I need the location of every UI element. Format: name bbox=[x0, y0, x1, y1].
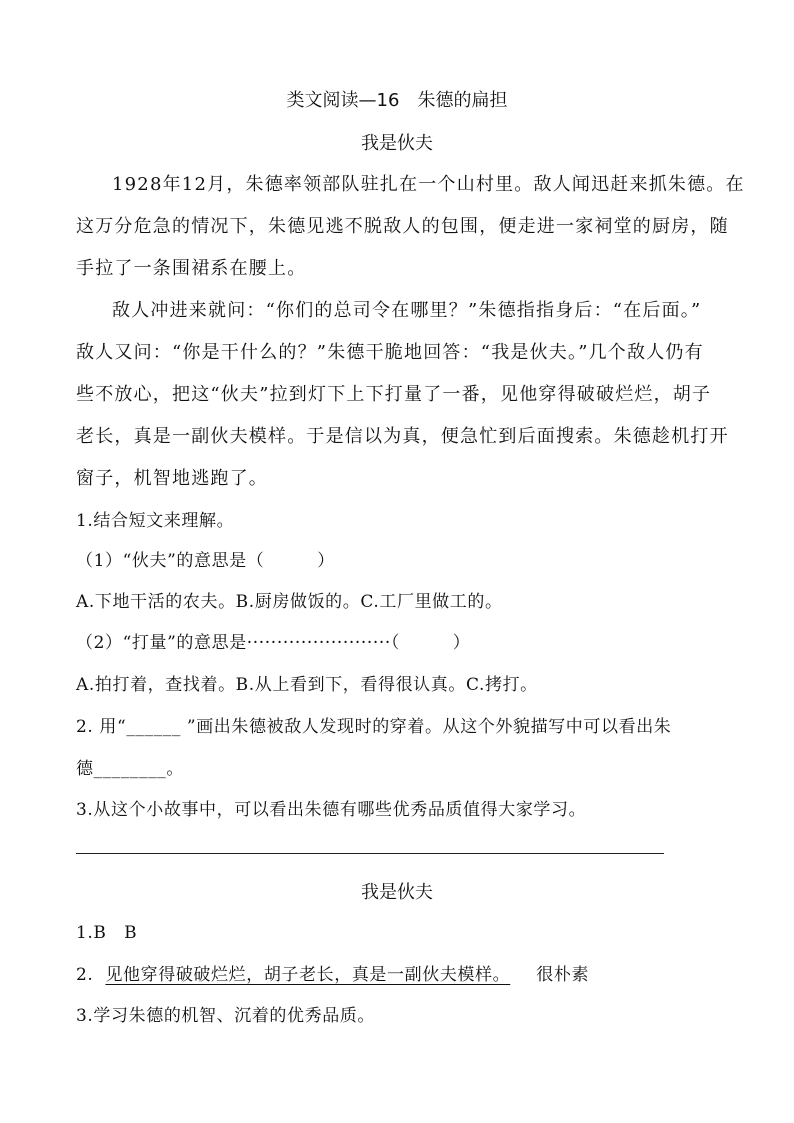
paragraph-1-line-2: 这万分危急的情况下，朱德见逃不脱敌人的包围，便走进一家祠堂的厨房，随 bbox=[76, 216, 729, 237]
question-2-line-2: 德________。 bbox=[76, 759, 184, 779]
section-divider bbox=[76, 853, 664, 854]
question-1-1: （1）“伙夫”的意思是（ ） bbox=[76, 551, 335, 571]
answers-heading: 我是伙夫 bbox=[361, 882, 433, 903]
question-3: 3.从这个小故事中，可以看出朱德有哪些优秀品质值得大家学习。 bbox=[76, 800, 587, 820]
answer-1: 1.B B bbox=[76, 923, 138, 943]
question-1-2: （2）“打量”的意思是························（ ） bbox=[76, 633, 471, 653]
answer-2-number: 2. bbox=[76, 965, 94, 985]
answer-2-tail: 很朴素 bbox=[536, 965, 590, 985]
answer-3: 3.学习朱德的机智、沉着的优秀品质。 bbox=[76, 1006, 376, 1026]
answer-2-underlined-quote: 见他穿得破破烂烂，胡子老长，真是一副伙夫模样。 bbox=[105, 965, 511, 985]
paragraph-2-line-1: 敌人冲进来就问：“你们的总司令在哪里？”朱德指指身后：“在后面。” bbox=[112, 300, 702, 321]
question-1: 1.结合短文来理解。 bbox=[76, 511, 235, 531]
question-1-1-options: A.下地干活的农夫。B.厨房做饭的。C.工厂里做工的。 bbox=[76, 592, 503, 612]
paragraph-1-line-1: 1928年12月，朱德率领部队驻扎在一个山村里。敌人闻迅赶来抓朱德。在 bbox=[112, 174, 745, 195]
paragraph-2-line-5: 窗子，机智地逃跑了。 bbox=[76, 468, 268, 489]
question-2-line-1: 2. 用“______ ”画出朱德被敌人发现时的穿着。从这个外貌描写中可以看出朱 bbox=[76, 717, 672, 737]
paragraph-2-line-2: 敌人又问：“你是干什么的？”朱德干脆地回答：“我是伙夫。”几个敌人仍有 bbox=[76, 342, 704, 363]
answer-2 bbox=[76, 960, 589, 985]
page-title: 类文阅读—16 朱德的扁担 bbox=[286, 90, 508, 111]
paragraph-1-line-3: 手拉了一条围裙系在腰上。 bbox=[76, 258, 307, 279]
article-heading: 我是伙夫 bbox=[361, 133, 433, 154]
question-1-2-options: A.拍打着，查找着。B.从上看到下，看得很认真。C.拷打。 bbox=[76, 675, 538, 695]
paragraph-2-line-3: 些不放心，把这“伙夫”拉到灯下上下打量了一番，见他穿得破破烂烂，胡子 bbox=[76, 384, 712, 405]
paragraph-2-line-4: 老长，真是一副伙夫模样。于是信以为真，便急忙到后面搜索。朱德趁机打开 bbox=[76, 426, 729, 447]
